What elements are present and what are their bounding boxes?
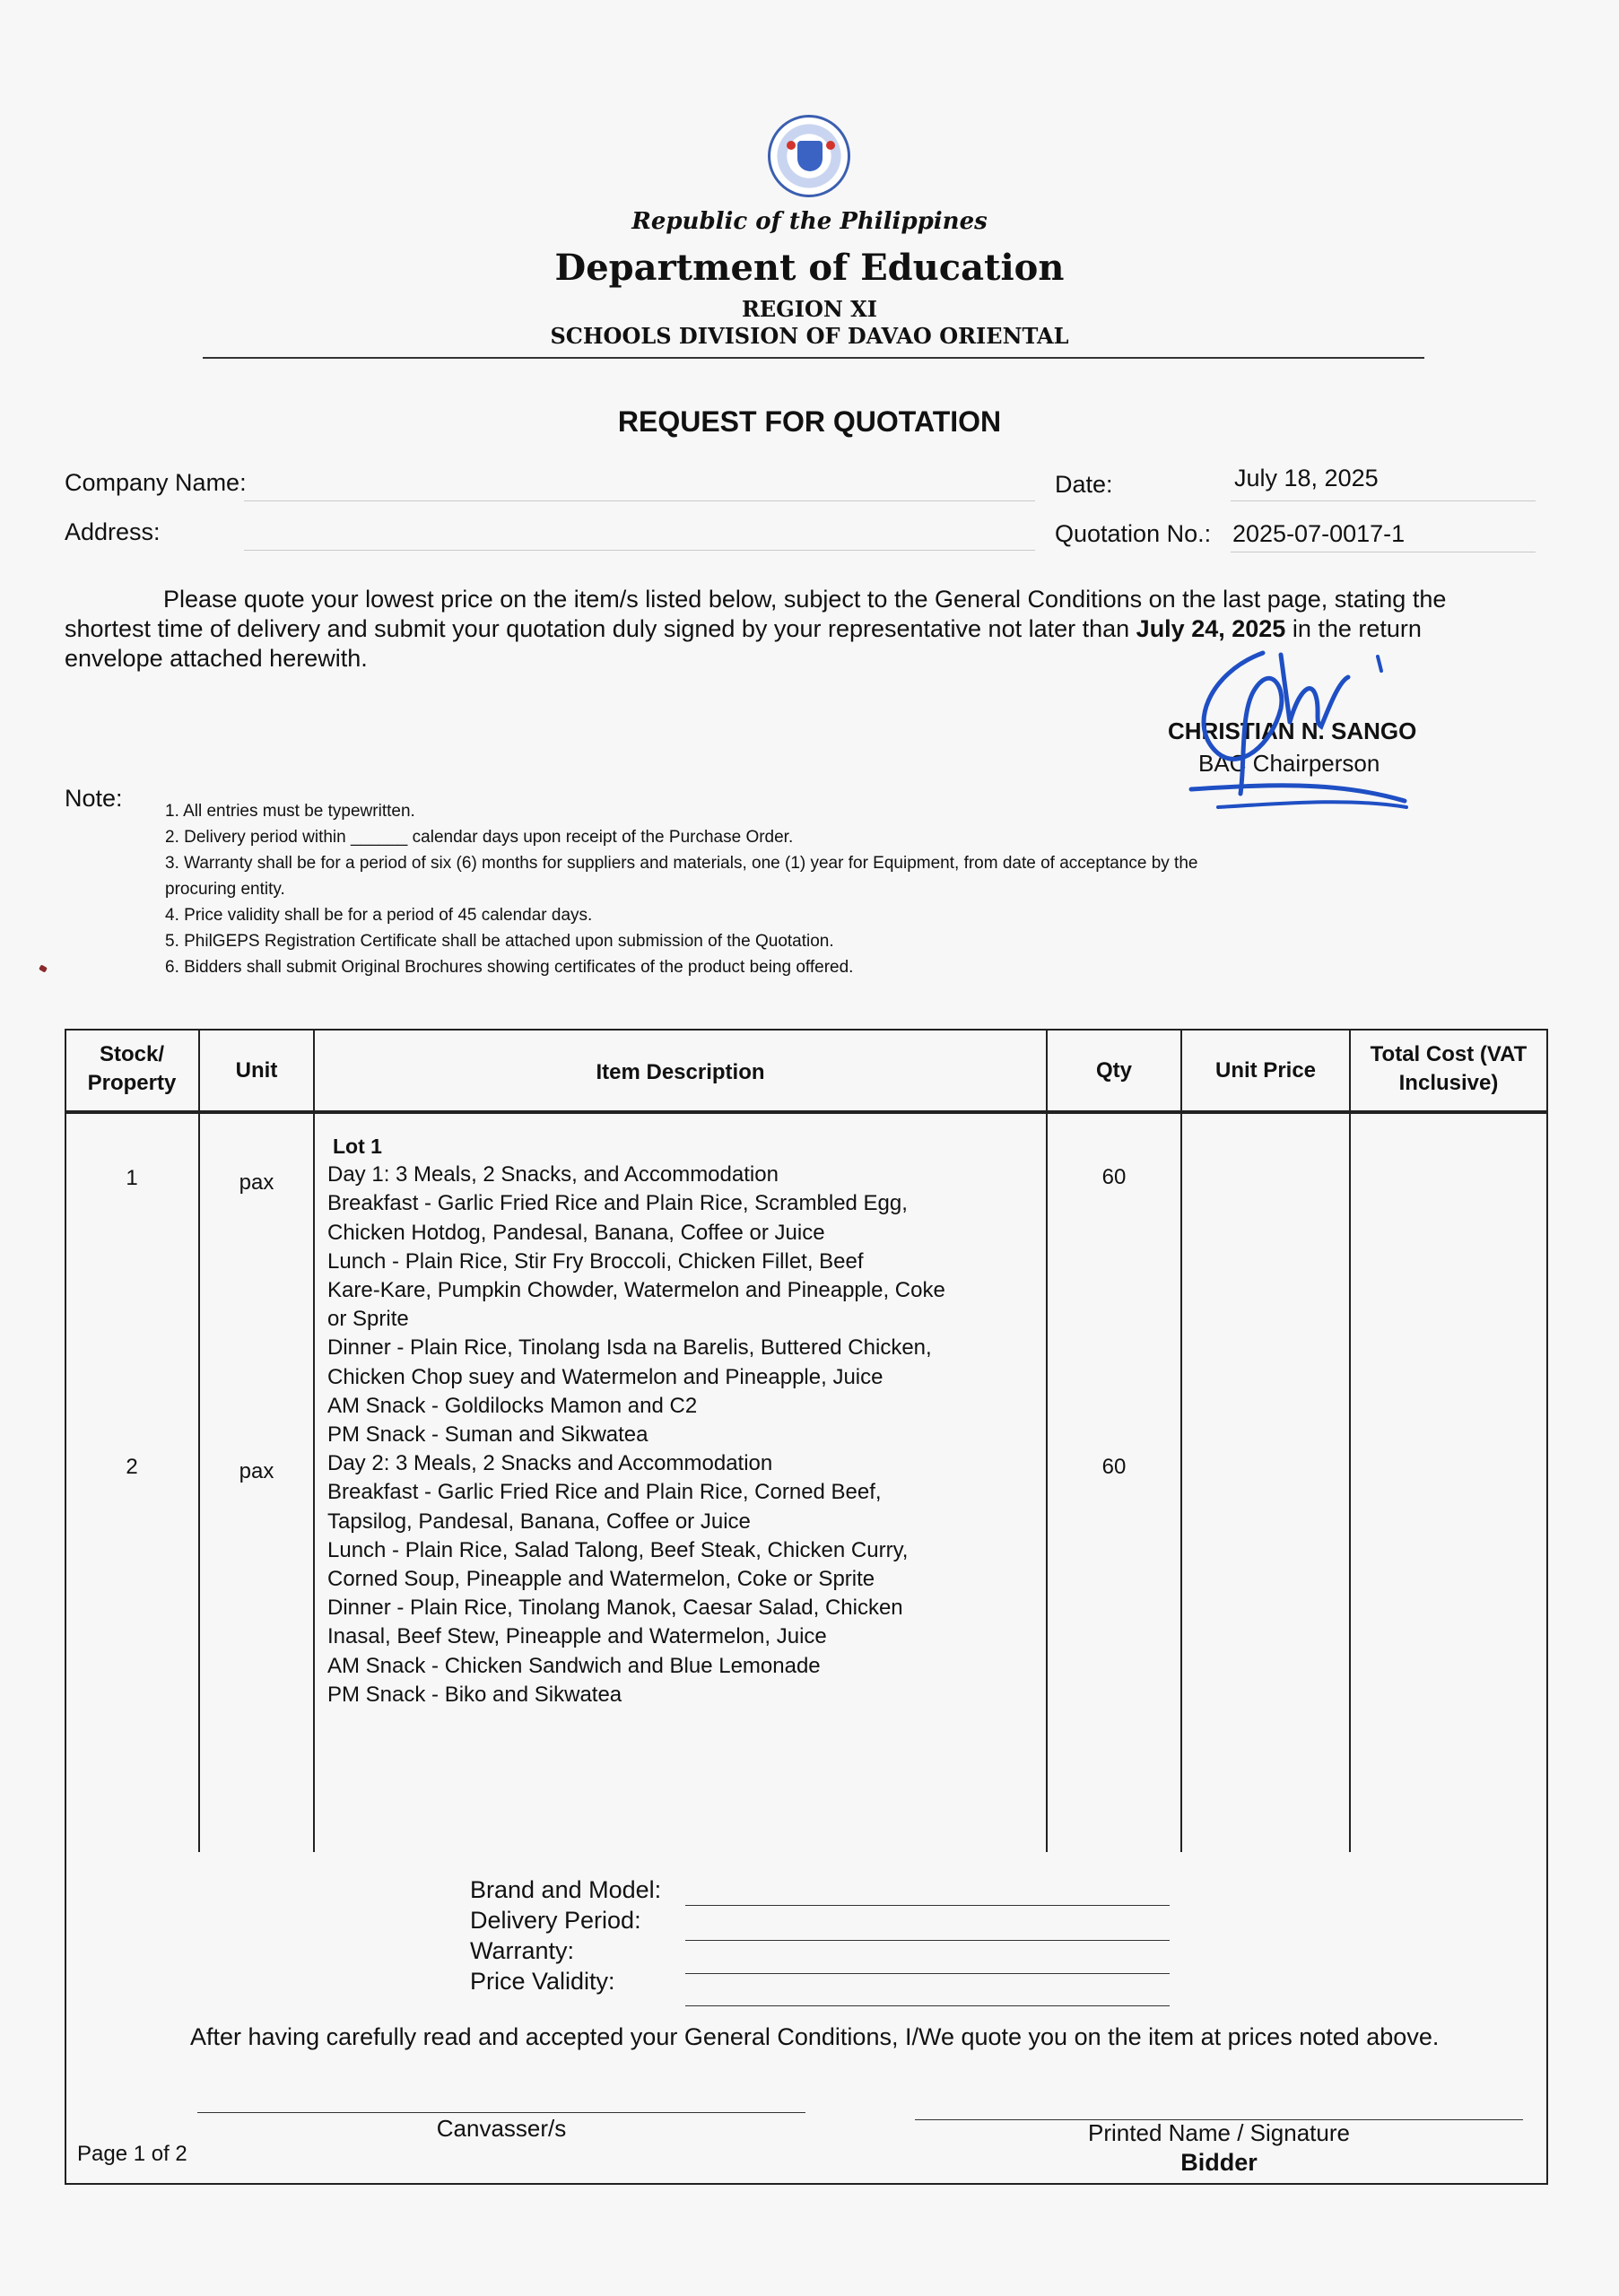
description-line: PM Snack - Suman and Sikwatea — [327, 1422, 648, 1448]
signatory-position: BAC Chairperson — [1198, 750, 1380, 777]
row1-qty: 60 — [1101, 1165, 1127, 1189]
description-line: Tapsilog, Pandesal, Banana, Coffee or Juice — [327, 1509, 751, 1534]
description-line: Corned Soup, Pineapple and Watermelon, Coke or Sprite — [327, 1567, 875, 1592]
header-stock-line1: Stock/ — [99, 1042, 165, 1066]
column-divider — [1180, 1029, 1182, 1852]
description-line: or Sprite — [327, 1307, 409, 1332]
header-total-line1: Total Cost (VAT — [1370, 1042, 1528, 1066]
department-heading: Department of Education — [554, 247, 1065, 289]
division-heading: SCHOOLS DIVISION OF DAVAO ORIENTAL — [550, 323, 1069, 349]
note-item: 2. Delivery period within ______ calendar days upon receipt of the Purchase Order. — [165, 828, 794, 847]
bid-fields — [470, 1874, 661, 1996]
company-name-label: Company Name: — [65, 469, 247, 496]
header-qty: Qty — [1095, 1058, 1132, 1083]
seal-shield — [797, 141, 823, 171]
description-line: Breakfast - Garlic Fried Rice and Plain Rice, Corned Beef, — [327, 1480, 882, 1505]
header-item-description: Item Description — [596, 1060, 765, 1084]
description-line: Kare-Kare, Pumpkin Chowder, Watermelon and Pineapple, Coke — [327, 1278, 945, 1303]
deadline-date: July 24, 2025 — [1136, 615, 1286, 642]
item-description — [327, 1132, 1045, 1709]
warranty-label: Warranty: — [470, 1937, 575, 1964]
republic-heading: Republic of the Philippines — [631, 208, 988, 235]
row1-unit: pax — [239, 1170, 274, 1195]
seal-flame-left — [787, 141, 796, 150]
company-name-field[interactable] — [244, 500, 1035, 501]
date-field-line — [1231, 500, 1536, 501]
description-line: Dinner - Plain Rice, Tinolang Manok, Caesar Salad, Chicken — [327, 1596, 903, 1621]
column-divider — [1046, 1029, 1048, 1852]
header-total-cost — [1350, 1040, 1547, 1098]
canvasser-label: Canvasser/s — [436, 2115, 567, 2142]
address-field[interactable] — [244, 550, 1035, 551]
warranty-field[interactable] — [685, 1973, 1170, 1974]
description-line: Day 2: 3 Meals, 2 Snacks and Accommodation — [327, 1451, 773, 1476]
brand-model-label: Brand and Model: — [470, 1876, 662, 1903]
header-stock-line2: Property — [87, 1071, 177, 1095]
column-divider — [1349, 1029, 1351, 1852]
description-line: AM Snack - Goldilocks Mamon and C2 — [327, 1393, 698, 1418]
handwritten-signature — [1155, 637, 1433, 825]
price-validity-label: Price Validity: — [470, 1968, 615, 1995]
row2-qty: 60 — [1101, 1455, 1127, 1479]
delivery-period-field[interactable] — [685, 1940, 1170, 1941]
region-heading: REGION XI — [741, 296, 877, 322]
note-item: 5. PhilGEPS Registration Certificate shall be attached upon submission of the Quotation. — [165, 932, 834, 951]
page-number: Page 1 of 2 — [77, 2142, 187, 2166]
row2-stock: 2 — [126, 1455, 138, 1479]
delivery-period-label: Delivery Period: — [470, 1907, 641, 1934]
quotation-no-value: 2025-07-0017-1 — [1232, 520, 1406, 547]
note-item: 1. All entries must be typewritten. — [165, 802, 415, 821]
lot-label: Lot 1 — [333, 1135, 382, 1158]
intro-text: Please quote your lowest price on the item/s listed below, subject to the General Conditions on the last page, stating the shortest time of delivery and submit your quotation duly signed by your representative not later than — [65, 586, 1447, 642]
row1-stock: 1 — [126, 1166, 138, 1190]
description-line: Chicken Hotdog, Pandesal, Banana, Coffee or Juice — [327, 1220, 825, 1245]
quotation-no-label: Quotation No.: — [1055, 520, 1212, 547]
note-item: 3. Warranty shall be for a period of six (6) months for suppliers and materials, one (1) year for Equipment, from date of acceptance by the — [165, 854, 1198, 873]
scan-speck — [39, 964, 48, 972]
description-line: PM Snack - Biko and Sikwatea — [327, 1682, 622, 1707]
description-line: Lunch - Plain Rice, Salad Talong, Beef Steak, Chicken Curry, — [327, 1537, 909, 1562]
date-label: Date: — [1055, 471, 1113, 498]
row2-unit: pax — [239, 1459, 274, 1483]
seal-flame-right — [826, 141, 835, 150]
column-divider — [198, 1029, 200, 1852]
address-label: Address: — [65, 518, 161, 545]
deped-seal-logo — [768, 115, 850, 197]
note-item: 6. Bidders shall submit Original Brochures showing certificates of the product being offered. — [165, 958, 854, 977]
note-item: 4. Price validity shall be for a period of 45 calendar days. — [165, 906, 593, 925]
header-stock-property — [65, 1040, 199, 1098]
date-value: July 18, 2025 — [1234, 465, 1379, 491]
intro-text-end: in the return envelope attached herewith. — [65, 615, 1422, 672]
description-line: Breakfast - Garlic Fried Rice and Plain Rice, Scrambled Egg, — [327, 1191, 908, 1216]
printed-name-label: Printed Name / Signature — [1088, 2119, 1350, 2146]
brand-model-field[interactable] — [685, 1905, 1170, 1906]
table-header-rule — [65, 1110, 1548, 1114]
column-divider — [313, 1029, 315, 1852]
description-line: Day 1: 3 Meals, 2 Snacks, and Accommodation — [327, 1162, 779, 1187]
acceptance-statement: After having carefully read and accepted your General Conditions, I/We quote you on the item at prices noted above. — [190, 2023, 1440, 2050]
bidder-label: Bidder — [1180, 2149, 1258, 2176]
description-line: Dinner - Plain Rice, Tinolang Isda na Barelis, Buttered Chicken, — [327, 1335, 932, 1361]
notes-list — [165, 798, 1421, 980]
header-total-line2: Inclusive) — [1398, 1071, 1499, 1095]
document-title: REQUEST FOR QUOTATION — [617, 405, 1002, 438]
description-line: Inasal, Beef Stew, Pineapple and Watermelon, Juice — [327, 1624, 827, 1649]
header-unit: Unit — [235, 1058, 278, 1083]
header-divider — [203, 357, 1424, 359]
note-item: procuring entity. — [165, 880, 285, 899]
note-label: Note: — [65, 785, 123, 812]
description-line: Lunch - Plain Rice, Stir Fry Broccoli, Chicken Fillet, Beef — [327, 1248, 864, 1274]
description-line: Chicken Chop suey and Watermelon and Pineapple, Juice — [327, 1364, 883, 1389]
description-line: AM Snack - Chicken Sandwich and Blue Lemonade — [327, 1653, 821, 1678]
signatory-name: CHRISTIAN N. SANGO — [1168, 718, 1417, 744]
canvasser-signature-line[interactable] — [197, 2112, 805, 2113]
price-validity-field[interactable] — [685, 2005, 1170, 2006]
header-unit-price: Unit Price — [1214, 1058, 1317, 1083]
